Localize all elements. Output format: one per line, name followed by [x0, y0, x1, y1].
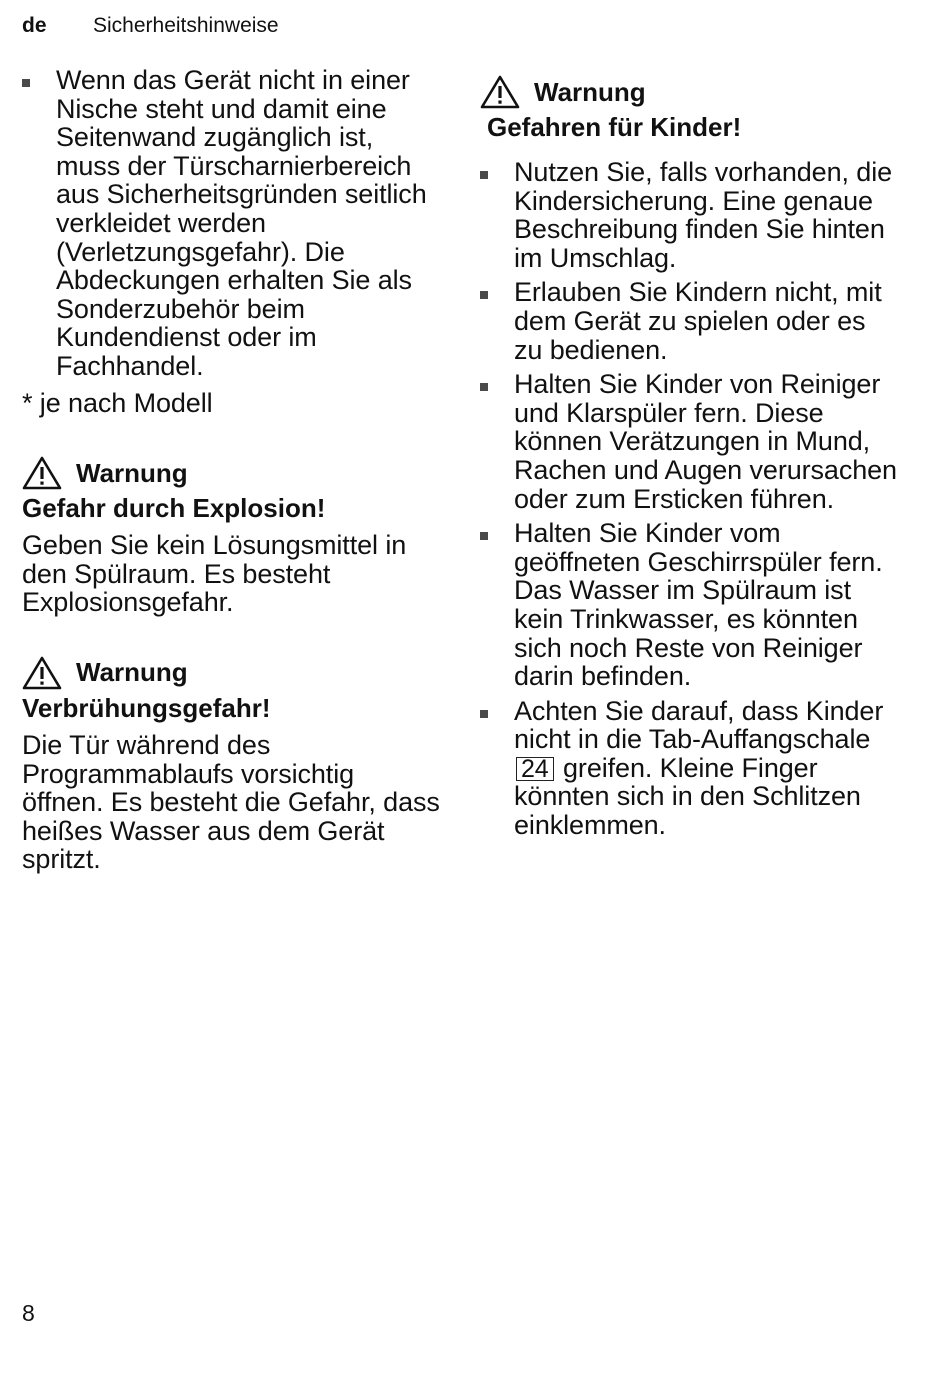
warning-title: Gefahr durch Explosion!	[22, 493, 326, 524]
list-item-text: greifen. Kleine Finger könnten sich in den Schlitzen einklemmen.	[514, 752, 861, 841]
warning-block-explosion	[22, 455, 442, 617]
warning-label: Warnung	[76, 657, 188, 688]
list-item-text: Nutzen Sie, falls vorhanden, die Kindersicherung. Eine genaue Beschreibung finden Sie hinten im Umschlag.	[514, 157, 893, 273]
square-bullet-icon	[480, 171, 488, 179]
warning-title: Verbrühungsgefahr!	[22, 692, 271, 723]
square-bullet-icon	[480, 291, 488, 299]
right-column	[480, 66, 900, 846]
list-item-text: Achten Sie darauf, dass Kinder nicht in die Tab-Auffangschale	[514, 695, 884, 755]
square-bullet-icon	[480, 710, 488, 718]
section-title: Sicherheitshinweise	[93, 14, 279, 37]
list-item-text: Halten Sie Kinder vom geöffneten Geschirrspüler fern. Das Wasser im Spülraum ist kein Trinkwasser, es könnten sich noch Reste von Reiniger darin befinden.	[514, 518, 883, 692]
language-tag: de	[22, 14, 47, 37]
square-bullet-icon	[480, 532, 488, 540]
list-item-text: Halten Sie Kinder von Reiniger und Klarspüler fern. Diese können Verätzungen in Mund, Rachen und Augen verursachen oder zum Ersticken führen.	[514, 369, 897, 514]
warning-triangle-icon	[480, 75, 520, 109]
warning-text: Geben Sie kein Lösungsmittel in den Spülraum. Es besteht Explosionsgefahr.	[22, 530, 407, 618]
list-item	[480, 697, 900, 840]
warning-heading	[480, 74, 900, 110]
list-item	[480, 278, 900, 364]
warning-text: Die Tür während des Programmablaufs vorsichtig öffnen. Es besteht die Gefahr, dass heißes Wasser aus dem Gerät spritzt.	[22, 729, 440, 875]
list-item-text: Wenn das Gerät nicht in einer Nische steht und damit eine Seitenwand zugänglich ist, muss der Türscharnierbereich aus Sicherheitsgründen seitlich verkleidet werden (Verletzungsgefahr). Die Abdeckungen erhalten Sie als Sonderzubehör beim Kundendienst oder im Fachhandel.	[56, 65, 427, 381]
list-item	[480, 370, 900, 513]
warning-heading	[22, 655, 442, 691]
warning-label: Warnung	[76, 457, 188, 488]
list-item	[480, 519, 900, 691]
warning-block-children	[480, 74, 900, 144]
square-bullet-icon	[480, 383, 488, 391]
left-column	[22, 66, 442, 874]
warning-title: Gefahren für Kinder!	[487, 112, 742, 142]
page-number: 8	[22, 1300, 35, 1326]
warning-triangle-icon	[22, 456, 62, 490]
warning-heading	[22, 455, 442, 491]
warning-block-scalding	[22, 655, 442, 874]
warning-label: Warnung	[534, 76, 646, 107]
list-item	[480, 158, 900, 272]
list-item-text: Erlauben Sie Kindern nicht, mit dem Gerät zu spielen oder es zu bedienen.	[514, 277, 882, 365]
figure-reference-number: 24	[516, 757, 554, 781]
list-item	[22, 66, 442, 381]
warning-triangle-icon	[22, 656, 62, 690]
square-bullet-icon	[22, 79, 30, 87]
footnote: * je nach Modell	[22, 387, 213, 418]
